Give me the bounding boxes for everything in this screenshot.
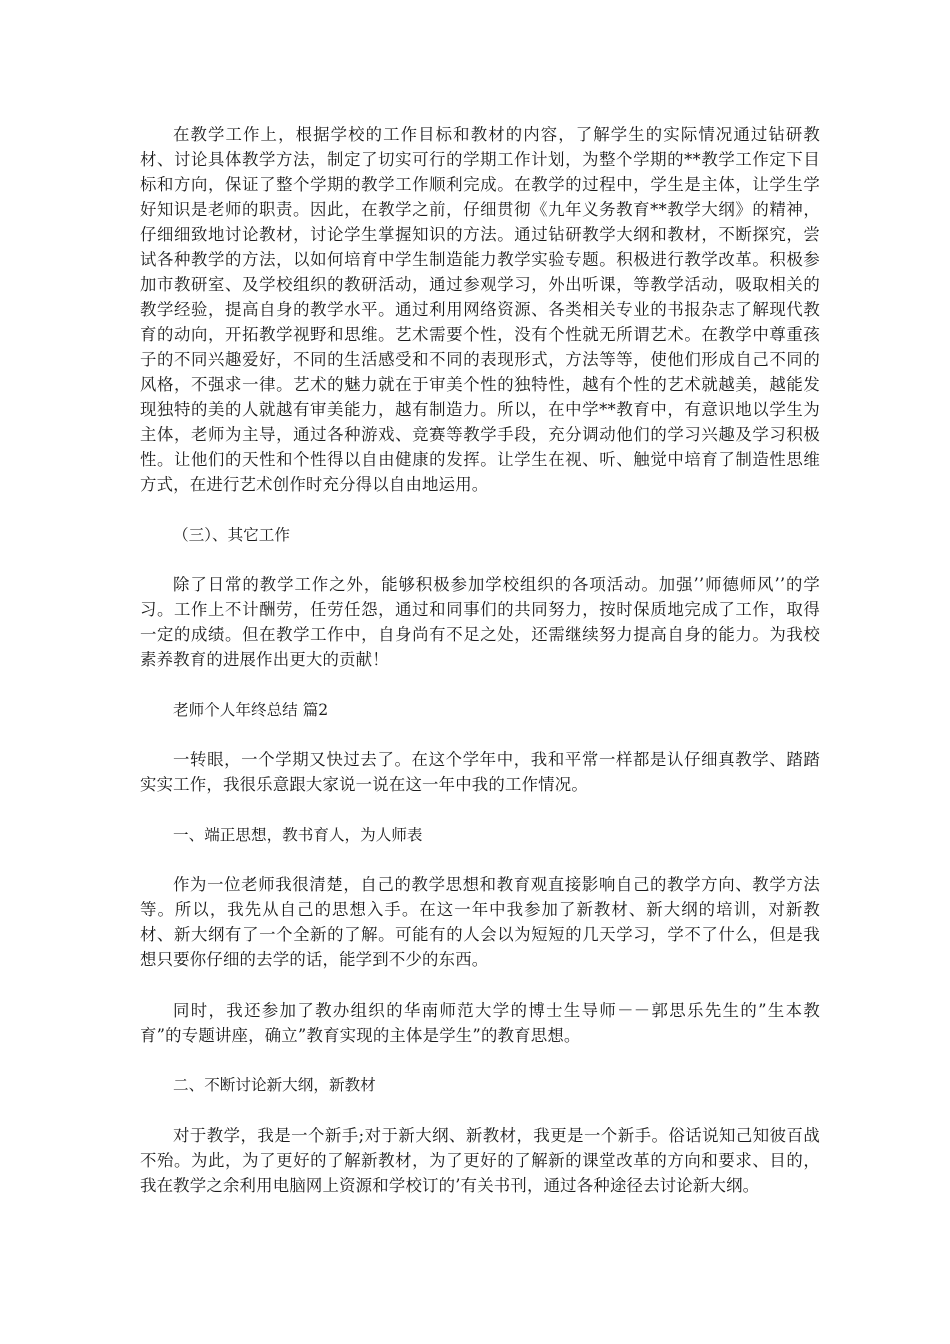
paragraph-new-syllabus: 对于教学，我是一个新手;对于新大纲、新教材，我更是一个新手。俗话说知己知彼百战不殆。为此，为了更好的了解新教材，为了更好的了解新的课堂改革的方向和要求、目的，我在教学之余利用电脑网上资源和学校订的’有关书刊，通过各种途径去讨论新大纲。 — [140, 1126, 820, 1195]
heading-summary-2: 老师个人年终总结 篇2 — [173, 701, 329, 719]
paragraph-teaching-work: 在教学工作上，根据学校的工作目标和教材的内容，了解学生的实际情况通过钻研教材、讨论具体教学方法，制定了切实可行的学期工作计划，为整个学期的**教学工作定下目标和方向，保证了整个学期的教学工作顺利完成。在教学的过程中，学生是主体，让学生学好知识是老师的职责。因此，在教学之前，仔细贯彻《九年义务教育**教学大纲》的精神，仔细细致地讨论教材，讨论学生掌握知识的方法。通过钻研教学大纲和教材，不断探究，尝试各种教学的方法，以如何培育中学生制造能力教学实验专题。积极进行教学改革。积极参加市教研室、及学校组织的教研活动，通过参观学习，外出听课，等教学活动，吸取相关的教学经验，提高自身的教学水平。通过利用网络资源、各类相关专业的书报杂志了解现代教育的动向，开拓教学视野和思维。艺术需要个性，没有个性就无所谓艺术。在教学中尊重孩子的不同兴趣爱好，不同的生活感受和不同的表现形式，方法等等，使他们形成自己不同的风格，不强求一律。艺术的魅力就在于审美个性的独特性，越有个性的艺术就越美，越能发现独特的美的人就越有审美能力，越有制造力。所以，在中学**教育中，有意识地以学生为主体，老师为主导，通过各种游戏、竞赛等教学手段，充分调动他们的学习兴趣及学习积极性。让他们的天性和个性得以自由健康的发挥。让学生在视、听、触觉中培育了制造性思维方式，在进行艺术创作时充分得以自由地运用。 — [140, 125, 820, 494]
heading-section-1: 一、端正思想，教书育人，为人师表 — [173, 826, 423, 844]
paragraph-thinking: 作为一位老师我很清楚，自己的教学思想和教育观直接影响自己的教学方向、教学方法等。所以，我先从自己的思想入手。在这一年中我参加了新教材、新大纲的培训，对新教材、新大纲有了一个全新的了解。可能有的人会以为短短的几天学习，学不了什么，但是我想只要你仔细的去学的话，能学到不少的东西。 — [140, 875, 820, 969]
paragraph-other-work: 除了日常的教学工作之外，能够积极参加学校组织的各项活动。加强’’师德师风’’的学习。工作上不计酬劳，任劳任怨，通过和同事们的共同努力，按时保质地完成了工作，取得一定的成绩。但在教学工作中，自身尚有不足之处，还需继续努力提高自身的能力。为我校素养教育的进展作出更大的贡献！ — [140, 575, 820, 669]
heading-section-2: 二、不断讨论新大纲，新教材 — [173, 1076, 376, 1094]
paragraph-lecture: 同时，我还参加了教办组织的华南师范大学的博士生导师－－郭思乐先生的”生本教育”的专题讲座，确立”教育实现的主体是学生”的教育思想。 — [140, 1001, 820, 1045]
heading-other-work: （三）、其它工作 — [173, 526, 290, 544]
paragraph-intro: 一转眼，一个学期又快过去了。在这个学年中，我和平常一样都是认仔细真教学、踏踏实实工作，我很乐意跟大家说一说在这一年中我的工作情况。 — [140, 750, 820, 794]
